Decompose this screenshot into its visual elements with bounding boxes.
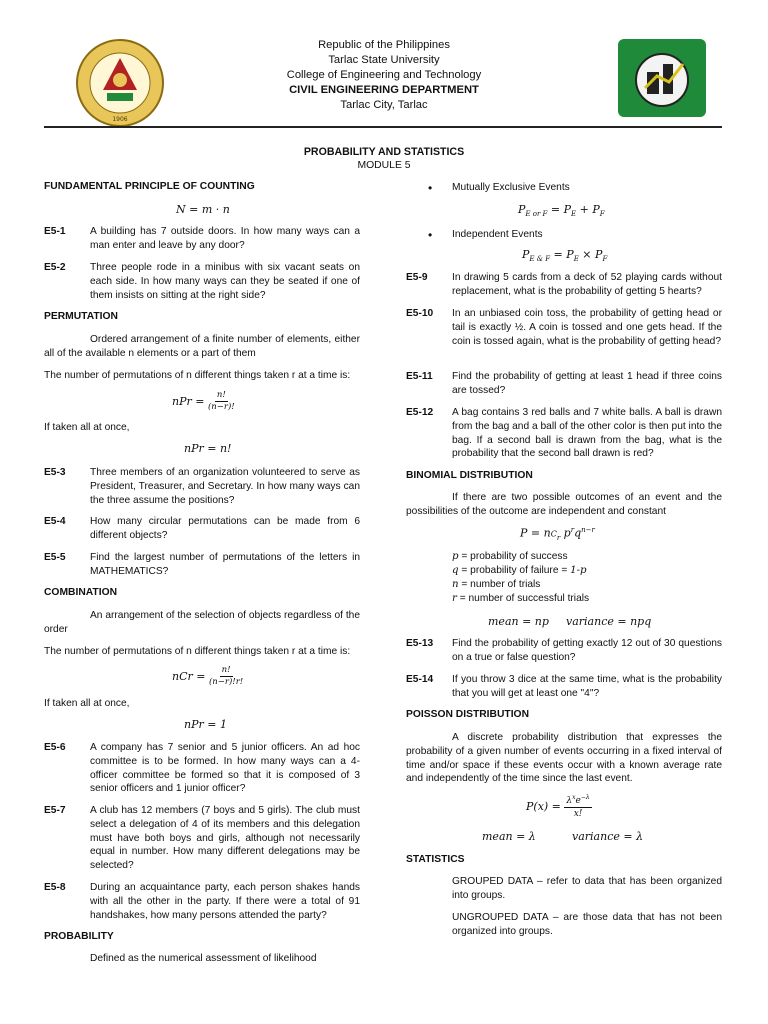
problem-e5-6: A company has 7 senior and 5 junior officers. An ad hoc committee is to be formed. In how many ways can a 4-officer committee be formed so that it is composed of 3 senior officers and 1 junior officer? — [90, 742, 360, 795]
combination-definition: An arrangement of the selection of objects regardless of the order — [44, 610, 360, 635]
formula-fpc: N = m · n — [176, 203, 230, 216]
formula-combination-all: nPr = 1 — [184, 718, 227, 731]
problem-e5-13: Find the probability of getting exactly 12 out of 30 questions on a true or false question? — [452, 638, 722, 663]
formula-mutually-exclusive: $P_{E or F} = P_E + P_F$ — [518, 203, 605, 219]
formula-binomial: $P = nC_r$ $p^rq^{n-r}$ — [520, 526, 595, 542]
grouped-data: GROUPED DATA – refer to data that has been organized into groups. — [452, 876, 722, 901]
document-subtitle: MODULE 5 — [357, 160, 411, 171]
label-e5-13: E5-13 — [406, 638, 434, 649]
combination-count-text: The number of permutations of n different things taken r at a time is: — [44, 646, 351, 657]
formula-poisson-mean: mean = λ — [482, 830, 536, 843]
section-statistics: STATISTICS — [406, 854, 465, 865]
mutually-exclusive-label: Mutually Exclusive Events — [452, 182, 570, 193]
section-fpc: FUNDAMENTAL PRINCIPLE OF COUNTING — [44, 181, 255, 192]
problem-e5-10: In an unbiased coin toss, the probability of getting head or tail is exactly ½. A coin is tossed and one gets head. If the coin is tossed again, what is the probability of getting head? — [452, 308, 722, 347]
label-e5-12: E5-12 — [406, 407, 434, 418]
poisson-definition: A discrete probability distribution that expresses the probability of a given number of events occurring in a fixed interval of time and/or space if these events occur with a known average rate and independently of the time since the last event. — [406, 732, 722, 785]
label-e5-1: E5-1 — [44, 226, 66, 237]
taken-all-once-1: If taken all at once, — [44, 422, 130, 433]
bullet-mutually-exclusive: • — [428, 181, 433, 195]
n-definition: n = number of trials — [452, 579, 541, 590]
header-line-3: College of Engineering and Technology — [286, 69, 482, 81]
problem-e5-14: If you throw 3 dice at the same time, what is the probability that you will get at least one "4"? — [452, 674, 722, 699]
letterhead — [0, 38, 768, 113]
problem-e5-5: Find the largest number of permutations of the letters in MATHEMATICS? — [90, 552, 360, 577]
problem-e5-3: Three members of an organization volunteered to serve as President, Treasurer, and Secretary. In how many ways can the three assume the positions? — [90, 467, 360, 506]
permutation-count-text: The number of permutations of n different things taken r at a time is: — [44, 370, 351, 381]
q-definition: q = probability of failure = 1-p — [452, 565, 587, 576]
label-e5-6: E5-6 — [44, 742, 66, 753]
problem-e5-12: A bag contains 3 red balls and 7 white balls. A ball is drawn from the bag and a ball of the other color is then put into the bag. If a second ball is drawn from the bag, what is the probability that the second ball drawn is red? — [452, 407, 722, 460]
problem-e5-7: A club has 12 members (7 boys and 5 girls). The club must select a delegation of 4 of its members and this delegation must have both boys and girls, although not necessarily equal in number. How many different delegations may be selected? — [90, 805, 360, 872]
label-e5-3: E5-3 — [44, 467, 66, 478]
problem-e5-8: During an acquaintance party, each person shakes hands with all the other in the party. If there were a total of 91 handshakes, how many persons attended the party? — [90, 882, 360, 921]
problem-e5-4: How many circular permutations can be made from 6 different objects? — [90, 516, 360, 541]
header-line-1: Republic of the Philippines — [318, 39, 450, 51]
problem-e5-2: Three people rode in a minibus with six vacant seats on each side. In how many ways can they be seated if one of them insists on sitting at the right side? — [90, 262, 360, 301]
section-poisson: POISSON DISTRIBUTION — [406, 709, 529, 720]
label-e5-4: E5-4 — [44, 516, 66, 527]
probability-definition: Defined as the numerical assessment of likelihood — [90, 953, 317, 964]
label-e5-8: E5-8 — [44, 882, 66, 893]
formula-permutation-all: nPr = n! — [184, 442, 232, 455]
ungrouped-data: UNGROUPED DATA – are those data that has not been organized into groups. — [452, 912, 722, 937]
formula-binomial-mean: mean = np — [488, 615, 549, 628]
header-divider — [44, 126, 722, 128]
label-e5-7: E5-7 — [44, 805, 66, 816]
formula-poisson: P(x) = $\frac{\lambda^xe^{-\lambda}}{x!}$ — [526, 794, 590, 820]
problem-e5-11: Find the probability of getting at least 1 head if three coins are tossed? — [452, 371, 722, 396]
independent-events-label: Independent Events — [452, 229, 543, 240]
formula-binomial-variance: variance = npq — [566, 615, 652, 628]
section-combination: COMBINATION — [44, 587, 118, 598]
header-line-5: Tarlac City, Tarlac — [340, 99, 428, 111]
header-department: CIVIL ENGINEERING DEPARTMENT — [289, 84, 479, 96]
svg-text:1906: 1906 — [112, 116, 128, 123]
taken-all-once-2: If taken all at once, — [44, 698, 130, 709]
binomial-definition: If there are two possible outcomes of an event and the possibilities of the outcome are independent and constant — [406, 492, 722, 517]
formula-independent: $P_{E \& F} = P_E \times P_F$ — [522, 248, 608, 264]
section-probability: PROBABILITY — [44, 931, 114, 942]
section-binomial: BINOMIAL DISTRIBUTION — [406, 470, 533, 481]
label-e5-2: E5-2 — [44, 262, 66, 273]
label-e5-5: E5-5 — [44, 552, 66, 563]
permutation-definition: Ordered arrangement of a finite number of elements, either all of the available n elements or a part of them — [44, 334, 360, 359]
formula-permutation: nPr = $\frac{n!}{(n-r)!}$ — [172, 390, 235, 413]
label-e5-9: E5-9 — [406, 272, 428, 283]
p-definition: p = probability of success — [452, 551, 568, 562]
problem-e5-9: In drawing 5 cards from a deck of 52 playing cards without replacement, what is the probability of getting 5 hearts? — [452, 272, 722, 297]
bullet-independent: • — [428, 228, 433, 242]
formula-poisson-variance: variance = λ — [572, 830, 644, 843]
section-permutation: PERMUTATION — [44, 311, 118, 322]
formula-combination: nCr = $\frac{n!}{(n-r)!r!}$ — [172, 665, 244, 688]
problem-e5-1: A building has 7 outside doors. In how many ways can a man enter and leave by any door? — [90, 226, 360, 251]
label-e5-11: E5-11 — [406, 371, 433, 382]
r-definition: r = number of successful trials — [452, 593, 590, 604]
header-line-2: Tarlac State University — [328, 54, 440, 66]
document-title: PROBABILITY AND STATISTICS — [303, 146, 465, 158]
label-e5-10: E5-10 — [406, 308, 434, 319]
label-e5-14: E5-14 — [406, 674, 434, 685]
